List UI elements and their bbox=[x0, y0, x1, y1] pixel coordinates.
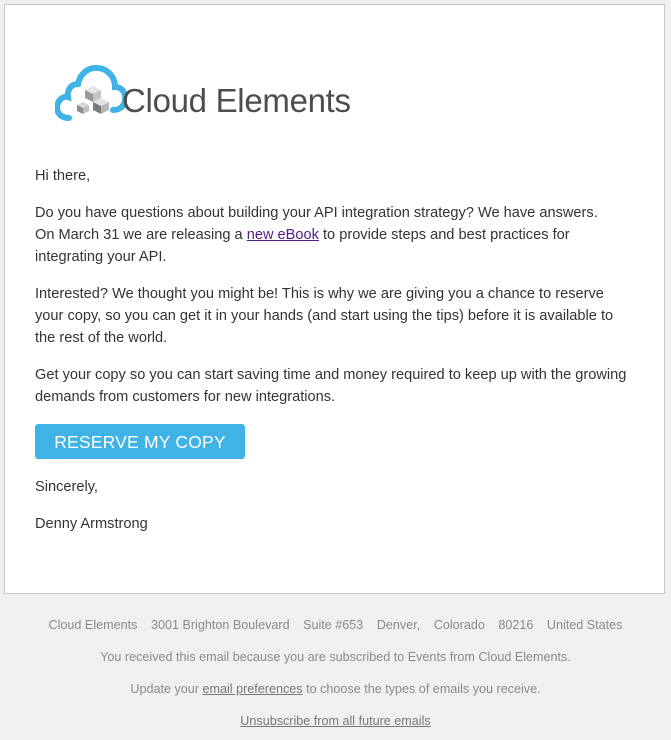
paragraph-get-copy: Get your copy so you can start saving time and money required to keep up with the growing demands from customers for new integrations. bbox=[35, 367, 627, 405]
reserve-my-copy-button[interactable]: RESERVE MY COPY bbox=[35, 424, 245, 459]
unsubscribe-link[interactable]: Unsubscribe from all future emails bbox=[240, 714, 431, 728]
footer-address bbox=[0, 612, 671, 644]
paragraph-interested: Interested? We thought you might be! This is why we are giving you a chance to reserve your copy, so you can get it in your hands (and start using the tips) before it is available to the rest of the world. bbox=[35, 286, 614, 346]
footer-state: Colorado bbox=[433, 618, 485, 632]
signoff: Sincerely, bbox=[35, 479, 98, 495]
email-preferences-link[interactable]: email preferences bbox=[202, 682, 303, 696]
new-ebook-link[interactable]: new eBook bbox=[246, 227, 319, 243]
logo-wordmark: Cloud Elements bbox=[122, 82, 351, 119]
cloud-cube-logo-icon bbox=[55, 60, 127, 124]
footer-city: Denver, bbox=[376, 618, 421, 632]
paragraph-intro: Do you have questions about building your API integration strategy? We have answers. On March 31 we are releasing a new eBook to provide steps and best practices for integrating your API. bbox=[35, 205, 598, 265]
preferences-line: Update your email preferences to choose the types of emails you receive. bbox=[130, 682, 541, 696]
footer-street: 3001 Brighton Boulevard bbox=[150, 618, 290, 632]
email-footer bbox=[0, 612, 671, 740]
unsubscribe-line bbox=[0, 708, 671, 740]
greeting: Hi there, bbox=[35, 168, 91, 184]
email-card bbox=[4, 4, 665, 594]
subscription-note: You received this email because you are subscribed to Events from Cloud Elements. bbox=[100, 650, 571, 664]
signature: Denny Armstrong bbox=[35, 516, 148, 532]
email-body bbox=[35, 165, 635, 550]
footer-company: Cloud Elements bbox=[48, 618, 138, 632]
footer-zip: 80216 bbox=[498, 618, 534, 632]
footer-suite: Suite #653 bbox=[303, 618, 364, 632]
footer-country: United States bbox=[546, 618, 623, 632]
cloud-elements-logo[interactable] bbox=[55, 55, 385, 125]
